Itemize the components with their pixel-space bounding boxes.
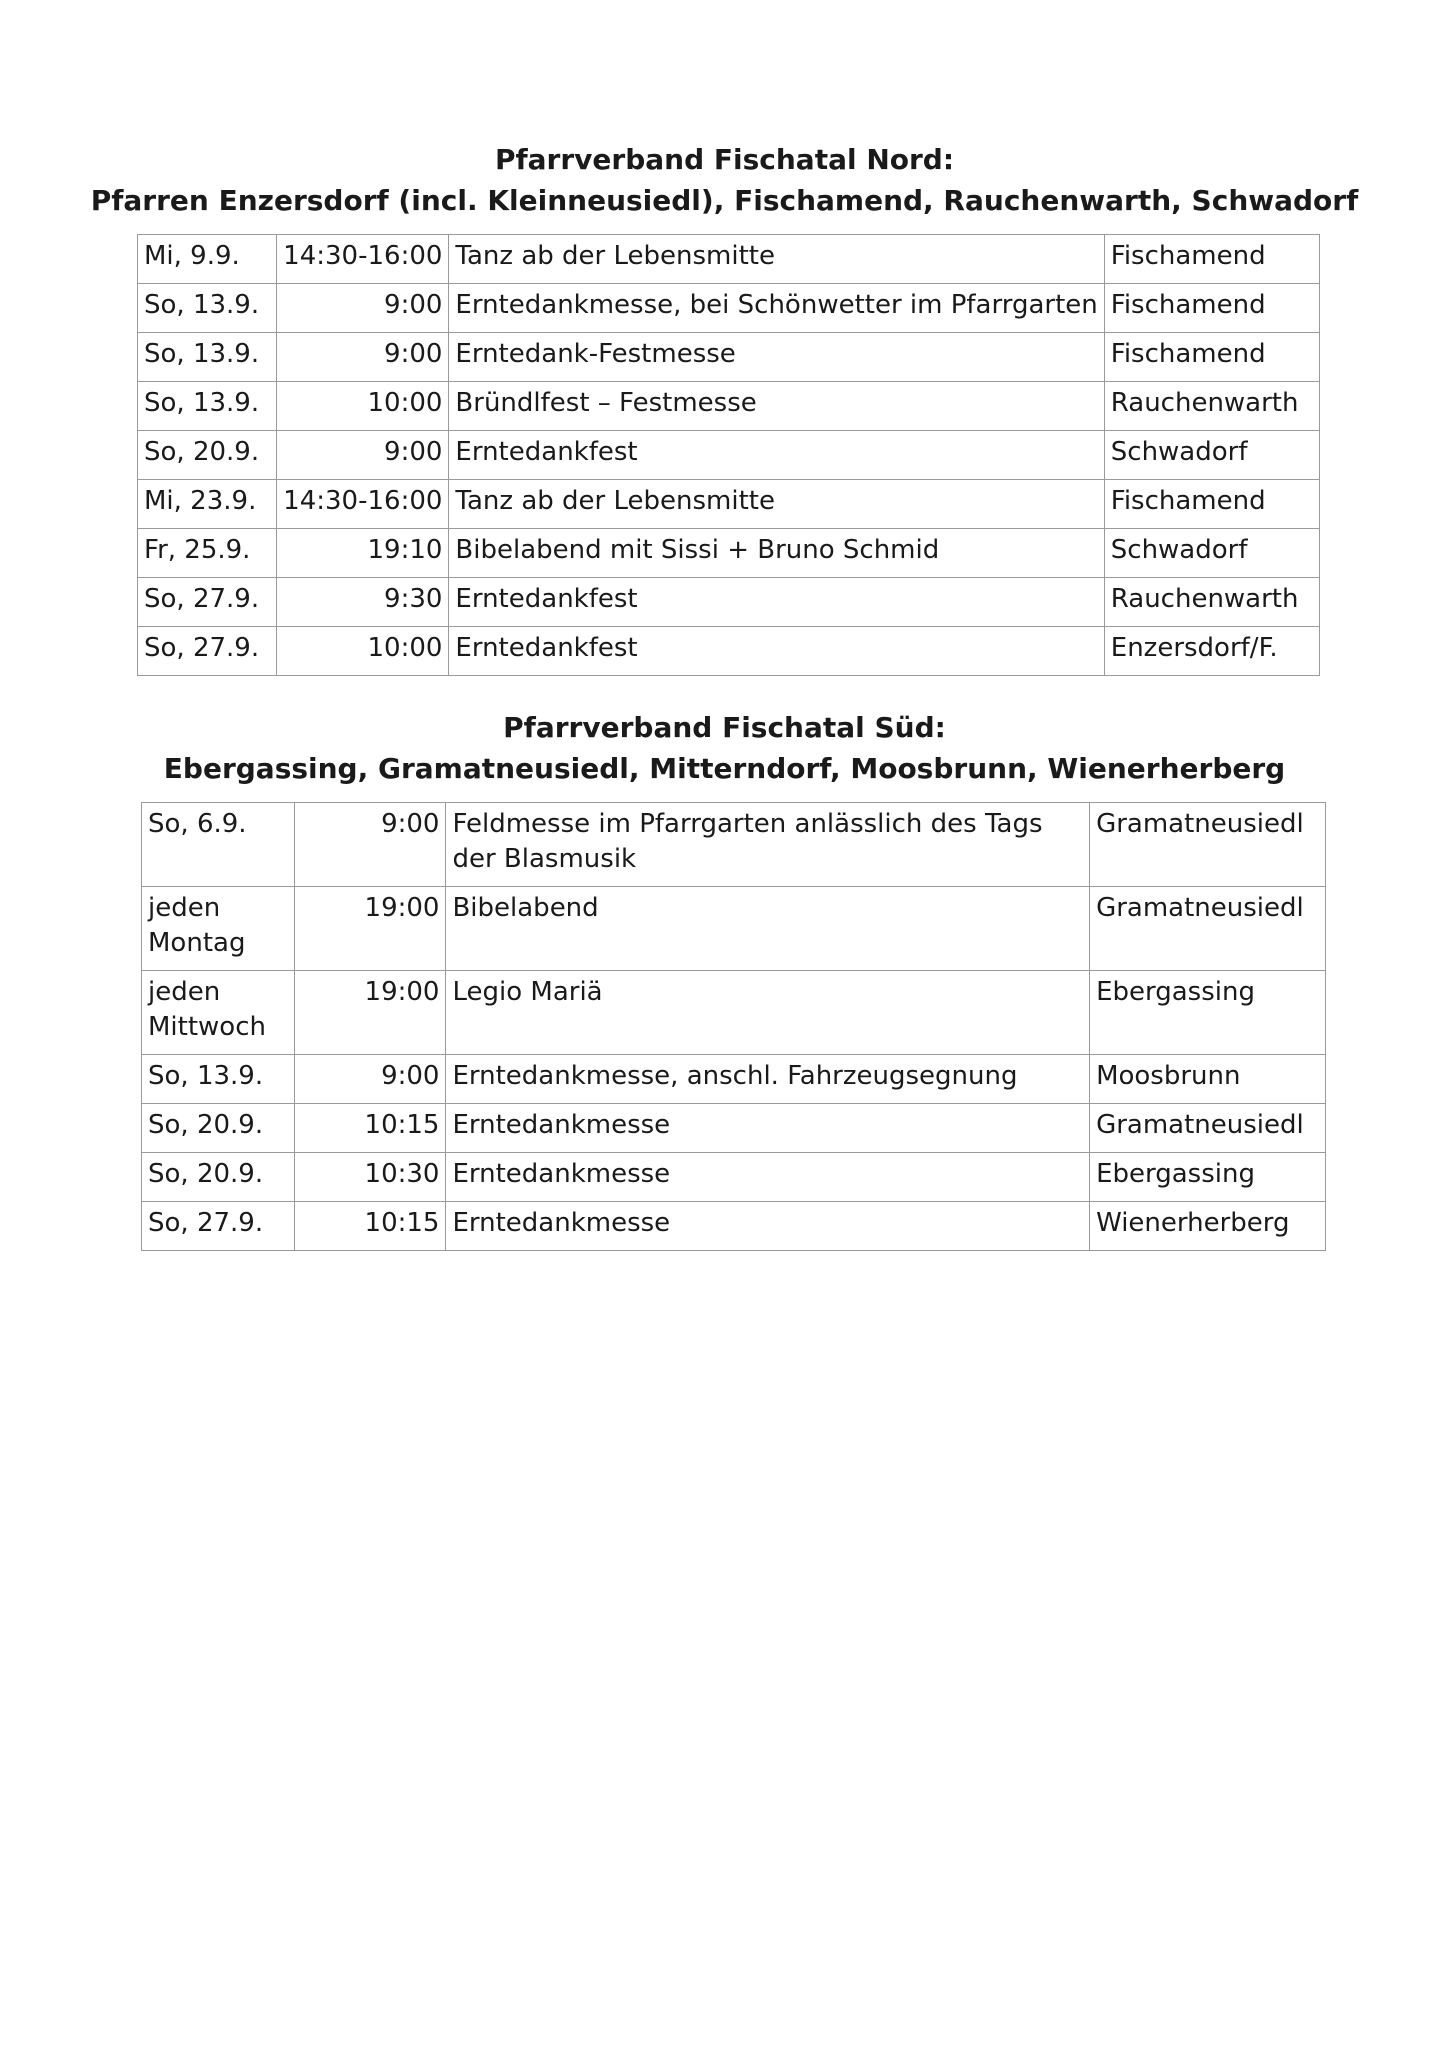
event-cell: Erntedankfest: [449, 627, 1104, 676]
event-cell: Erntedankmesse: [446, 1202, 1090, 1251]
event-cell: Tanz ab der Lebensmitte: [449, 235, 1104, 284]
event-cell: Erntedankmesse, anschl. Fahrzeugsegnung: [446, 1055, 1090, 1104]
event-cell: Bibelabend mit Sissi + Bruno Schmid: [449, 529, 1104, 578]
place-cell: Ebergassing: [1090, 971, 1326, 1055]
time-cell: 14:30-16:00: [277, 235, 449, 284]
event-cell: Erntedankfest: [449, 578, 1104, 627]
place-cell: Gramatneusiedl: [1090, 1104, 1326, 1153]
event-cell: Bibelabend: [446, 887, 1090, 971]
place-cell: Rauchenwarth: [1104, 578, 1319, 627]
place-cell: Fischamend: [1104, 284, 1319, 333]
place-cell: Schwadorf: [1104, 529, 1319, 578]
event-cell: Erntedankmesse: [446, 1104, 1090, 1153]
table-row: [138, 480, 1320, 529]
table-row: [142, 1202, 1326, 1251]
event-cell: Feldmesse im Pfarrgarten anlässlich des Tags der Blasmusik: [446, 803, 1090, 887]
time-cell: 9:00: [294, 803, 446, 887]
date-cell: Mi, 23.9.: [138, 480, 277, 529]
event-cell: Erntedankmesse: [446, 1153, 1090, 1202]
date-cell: So, 13.9.: [142, 1055, 295, 1104]
time-cell: 10:30: [294, 1153, 446, 1202]
event-cell: Erntedank-Festmesse: [449, 333, 1104, 382]
time-cell: 9:00: [294, 1055, 446, 1104]
event-cell: Legio Mariä: [446, 971, 1090, 1055]
event-cell: Erntedankfest: [449, 431, 1104, 480]
time-cell: 10:00: [277, 382, 449, 431]
time-cell: 19:00: [294, 971, 446, 1055]
time-cell: 9:30: [277, 578, 449, 627]
date-cell: So, 13.9.: [138, 284, 277, 333]
place-cell: Fischamend: [1104, 235, 1319, 284]
date-cell: So, 27.9.: [142, 1202, 295, 1251]
place-cell: Ebergassing: [1090, 1153, 1326, 1202]
place-cell: Enzersdorf/F.: [1104, 627, 1319, 676]
place-cell: Gramatneusiedl: [1090, 803, 1326, 887]
section-subtitle: Ebergassing, Gramatneusiedl, Mitterndorf, Moosbrunn, Wienerherberg: [163, 752, 1286, 785]
time-cell: 10:15: [294, 1202, 446, 1251]
section-title: Pfarrverband Fischatal Nord:: [494, 143, 955, 176]
place-cell: Schwadorf: [1104, 431, 1319, 480]
place-cell: Wienerherberg: [1090, 1202, 1326, 1251]
date-cell: So, 20.9.: [142, 1104, 295, 1153]
section-heading-nord: [0, 139, 1449, 221]
date-cell: Mi, 9.9.: [138, 235, 277, 284]
event-cell: Bründlfest – Festmesse: [449, 382, 1104, 431]
date-cell: So, 13.9.: [138, 333, 277, 382]
table-row: [142, 1153, 1326, 1202]
table-row: [138, 627, 1320, 676]
time-cell: 9:00: [277, 284, 449, 333]
date-cell: So, 20.9.: [142, 1153, 295, 1202]
date-cell: So, 13.9.: [138, 382, 277, 431]
date-cell: So, 6.9.: [142, 803, 295, 887]
date-cell: So, 27.9.: [138, 627, 277, 676]
date-cell: So, 20.9.: [138, 431, 277, 480]
table-row: [138, 333, 1320, 382]
table-row: [138, 529, 1320, 578]
table-row: [138, 382, 1320, 431]
event-cell: Tanz ab der Lebensmitte: [449, 480, 1104, 529]
place-cell: Rauchenwarth: [1104, 382, 1319, 431]
place-cell: Moosbrunn: [1090, 1055, 1326, 1104]
time-cell: 14:30-16:00: [277, 480, 449, 529]
table-row: [142, 887, 1326, 971]
time-cell: 19:00: [294, 887, 446, 971]
schedule-table-nord: [137, 234, 1320, 676]
table-row: [138, 431, 1320, 480]
time-cell: 10:00: [277, 627, 449, 676]
time-cell: 9:00: [277, 333, 449, 382]
time-cell: 10:15: [294, 1104, 446, 1153]
section-heading-sued: [0, 707, 1449, 789]
section-subtitle: Pfarren Enzersdorf (incl. Kleinneusiedl), Fischamend, Rauchenwarth, Schwadorf: [90, 184, 1359, 217]
place-cell: Fischamend: [1104, 480, 1319, 529]
time-cell: 9:00: [277, 431, 449, 480]
date-cell: jeden Montag: [142, 887, 295, 971]
date-cell: jeden Mittwoch: [142, 971, 295, 1055]
event-cell: Erntedankmesse, bei Schönwetter im Pfarrgarten: [449, 284, 1104, 333]
table-row: [138, 284, 1320, 333]
schedule-table-sued: [141, 802, 1326, 1251]
place-cell: Gramatneusiedl: [1090, 887, 1326, 971]
date-cell: Fr, 25.9.: [138, 529, 277, 578]
table-row: [142, 1055, 1326, 1104]
time-cell: 19:10: [277, 529, 449, 578]
table-row: [142, 803, 1326, 887]
date-cell: So, 27.9.: [138, 578, 277, 627]
table-row: [142, 971, 1326, 1055]
section-title: Pfarrverband Fischatal Süd:: [503, 711, 946, 744]
table-row: [138, 235, 1320, 284]
table-row: [142, 1104, 1326, 1153]
table-row: [138, 578, 1320, 627]
place-cell: Fischamend: [1104, 333, 1319, 382]
